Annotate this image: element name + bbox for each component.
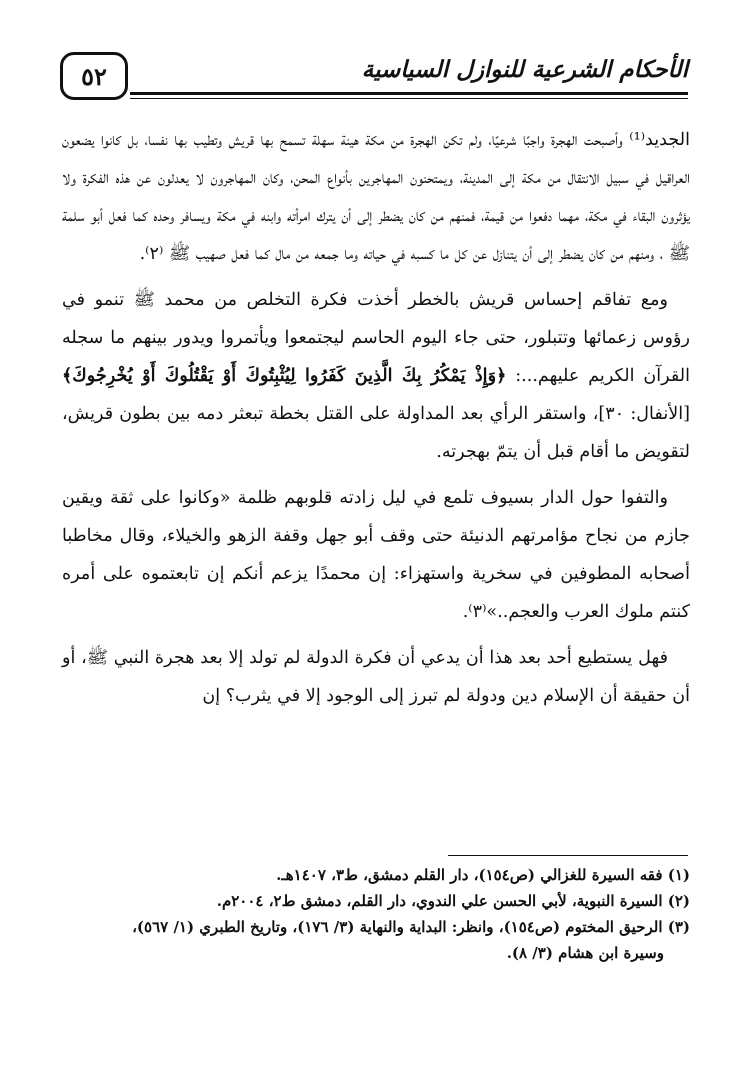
header-rule-thick bbox=[130, 92, 688, 95]
footnote-3-continued: وسيرة ابن هشام (٣/ ٨). bbox=[506, 944, 664, 962]
paragraph-3: والتفوا حول الدار بسيوف تلمع في ليل زادته قلوبهم ظلمة «وكانوا على ثقة ويقين جازم من نجاح مؤامرتهم الدنيئة حتى وقف أبو جهل وقفة الزهو والخيلاء، وقال مخاطبا أصحابه المطوفين في سخرية واستهزاء: إن محمدًا يزعم أنكم إن تابعتموه على أمره كنتم ملوك العرب والعجم..»⁽٣⁾. bbox=[62, 488, 690, 622]
paragraph-4: فهل يستطيع أحد بعد هذا أن يدعي أن فكرة الدولة لم تولد إلا بعد هجرة النبي ﷺ، أو أن حقيقة أن الإسلام دين ودولة لم تبرز إلى الوجود إلا في يثرب؟ إن bbox=[62, 647, 690, 706]
paragraph-2-rest: [الأنفال: ٣٠]، واستقر الرأي بعد المداولة على القتل بخطة تبعثر دمه بين بطون قريش، لتقويض ما أقام قبل أن يتمّ بهجرته. bbox=[62, 404, 690, 463]
footnote-separator bbox=[448, 855, 688, 856]
main-text bbox=[62, 122, 690, 716]
footnote-3: (٣) الرحيق المختوم (ص١٥٤)، وانظر: البداية والنهاية (٣/ ١٧٦)، وتاريخ الطبري (١/ ٥٦٧)، bbox=[132, 918, 690, 936]
quran-verse: ﴿وَإِذْ يَمْكُرُ بِكَ الَّذِينَ كَفَرُوا لِيُثْبِتُوكَ أَوْ يَقْتُلُوكَ أَوْ يُخْرِجُوكَ﴾ bbox=[62, 365, 507, 387]
page-header bbox=[60, 48, 688, 106]
paragraph-1: الجديد⁽¹⁾ وأصبحت الهجرة واجبًا شرعيًا، ولم تكن الهجرة من مكة هينة سهلة تسمح بها قريش وتطيب بها نفسا، بل كانوا يضعون العراقيل في سبيل الانتقال من مكة إلى المدينة، ويمتحنون المهاجرين بأنواع المحن، وكان المهاجرون لا يعدلون عن هذه الفكرة ولا يؤثرون البقاء في مكة، مهما دفعوا من قيمة، فمنهم من كان يضطر إلى أن يترك امرأته وابنه في مكة ويسافر وحده كما فعل أبو سلمة ﷺ ، ومنهم من كان يضطر إلى أن يتنازل عن كل ما كسبه في حياته وما جمعه من مال كما فعل صهيب ﷺ ⁽٢⁾. bbox=[62, 130, 690, 264]
header-rule-thin bbox=[130, 98, 688, 99]
running-title: الأحكام الشرعية للنوازل السياسية bbox=[361, 56, 688, 83]
footnote-1: (١) فقه السيرة للغزالي (ص١٥٤)، دار القلم دمشق، ط٣، ١٤٠٧هـ. bbox=[276, 866, 690, 884]
page-number: ٥٢ bbox=[60, 52, 128, 100]
paragraph-2-intro: ومع تفاقم إحساس قريش بالخطر أخذت فكرة التخلص من محمد ﷺ تنمو في رؤوس زعمائها وتتبلور، حتى جاء اليوم الحاسم ليجتمعوا ويأتمروا ويدور بينهم ما سجله القرآن الكريم عليهم...: bbox=[62, 289, 690, 387]
paragraph-2 bbox=[62, 282, 690, 473]
footnote-2: (٢) السيرة النبوية، لأبي الحسن علي الندوي، دار القلم، دمشق ط٢، ٢٠٠٤م. bbox=[216, 892, 690, 910]
footnotes bbox=[62, 862, 690, 966]
